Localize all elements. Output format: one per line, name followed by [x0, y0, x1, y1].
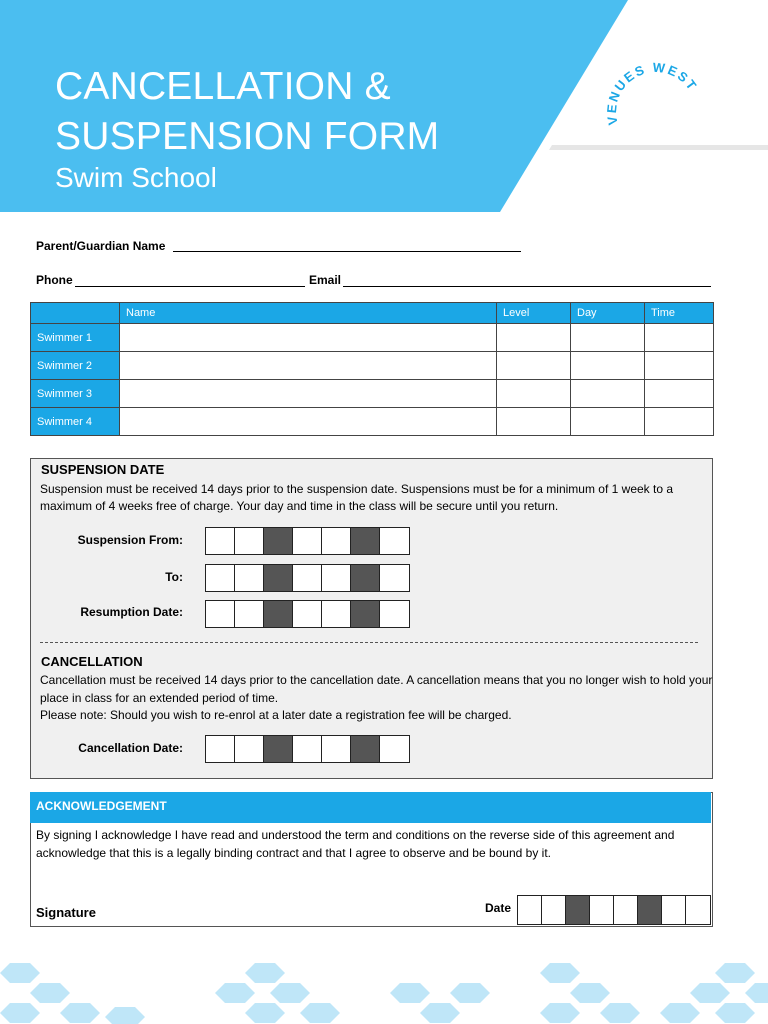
swimmer-label: Swimmer 4 [31, 408, 120, 436]
phone-label: Phone [36, 273, 73, 287]
phone-field[interactable] [75, 286, 305, 287]
swimmer-day-cell[interactable] [571, 352, 645, 380]
swimmer-day-cell[interactable] [571, 324, 645, 352]
swimmer-name-cell[interactable] [120, 324, 497, 352]
footer-hexagon-pattern [0, 955, 768, 1024]
cancellation-text-line3: Please note: Should you wish to re-enrol at a later date a registration fee will be charged. [40, 708, 512, 722]
swimmer-level-cell[interactable] [497, 380, 571, 408]
swimmer-name-cell[interactable] [120, 408, 497, 436]
cancellation-text-line2: place in class for an extended period of time. [40, 691, 279, 705]
swimmer-time-cell[interactable] [645, 380, 714, 408]
cancellation-date-label: Cancellation Date: [78, 741, 183, 755]
suspension-text-line1: Suspension must be received 14 days prior to the suspension date. Suspensions must be for a minimum of 1 week to a [40, 482, 674, 496]
swimmer-time-cell[interactable] [645, 352, 714, 380]
table-row [31, 352, 714, 380]
cancellation-text-line1: Cancellation must be received 14 days prior to the cancellation date. A cancellation means that you no longer wish to hold your [40, 673, 713, 687]
form-title-line2: SUSPENSION FORM [55, 115, 440, 158]
parent-guardian-label: Parent/Guardian Name [36, 239, 166, 253]
cancellation-heading: CANCELLATION [41, 654, 143, 669]
form-subtitle: Swim School [55, 162, 217, 193]
header-cell-blank [31, 303, 120, 324]
swimmer-level-cell[interactable] [497, 324, 571, 352]
swimmer-label: Swimmer 1 [31, 324, 120, 352]
email-field[interactable] [343, 286, 711, 287]
resumption-date-label: Resumption Date: [80, 605, 183, 619]
acknowledgement-text-line2: acknowledge that this is a legally binding contract and that I agree to observe and be bound by it. [36, 846, 552, 860]
swimmer-time-cell[interactable] [645, 408, 714, 436]
swimmer-level-cell[interactable] [497, 352, 571, 380]
swimmers-table [30, 302, 714, 436]
swimmer-level-cell[interactable] [497, 408, 571, 436]
svg-text:VENUES WEST: VENUES WEST [603, 62, 701, 127]
swimmer-time-cell[interactable] [645, 324, 714, 352]
parent-guardian-field[interactable] [173, 251, 521, 252]
suspension-from-date-field[interactable] [205, 527, 410, 555]
swimmer-name-cell[interactable] [120, 352, 497, 380]
suspension-to-date-field[interactable] [205, 564, 410, 592]
suspension-heading: SUSPENSION DATE [41, 462, 165, 477]
ack-date-label: Date [485, 901, 512, 915]
suspension-text-line2: maximum of 4 weeks free of charge. Your day and time in the class will be secure until you return. [40, 499, 559, 513]
header-cell-day: Day [571, 303, 645, 324]
ack-date-field[interactable] [517, 895, 711, 925]
header-cell-time: Time [645, 303, 714, 324]
swimmer-day-cell[interactable] [571, 408, 645, 436]
header-cell-name: Name [120, 303, 497, 324]
cancellation-date-field[interactable] [205, 735, 410, 763]
venues-west-logo [598, 62, 708, 132]
email-label: Email [309, 273, 342, 287]
swimmer-label: Swimmer 2 [31, 352, 120, 380]
swimmer-name-cell[interactable] [120, 380, 497, 408]
table-row [31, 324, 714, 352]
acknowledgement-heading: ACKNOWLEDGEMENT [36, 799, 167, 813]
signature-label: Signature [36, 905, 96, 920]
swimmer-label: Swimmer 3 [31, 380, 120, 408]
acknowledgement-text-line1: By signing I acknowledge I have read and understood the term and conditions on the reverse side of this agreement and [36, 828, 675, 842]
table-row [31, 408, 714, 436]
suspension-from-label: Suspension From: [77, 533, 183, 547]
swimmer-day-cell[interactable] [571, 380, 645, 408]
header-cell-level: Level [497, 303, 571, 324]
resumption-date-field[interactable] [205, 600, 410, 628]
section-divider [40, 642, 698, 643]
form-title-line1: CANCELLATION & [55, 65, 391, 108]
suspension-to-label: To: [165, 570, 183, 584]
table-row [31, 380, 714, 408]
table-header-row [31, 303, 714, 324]
